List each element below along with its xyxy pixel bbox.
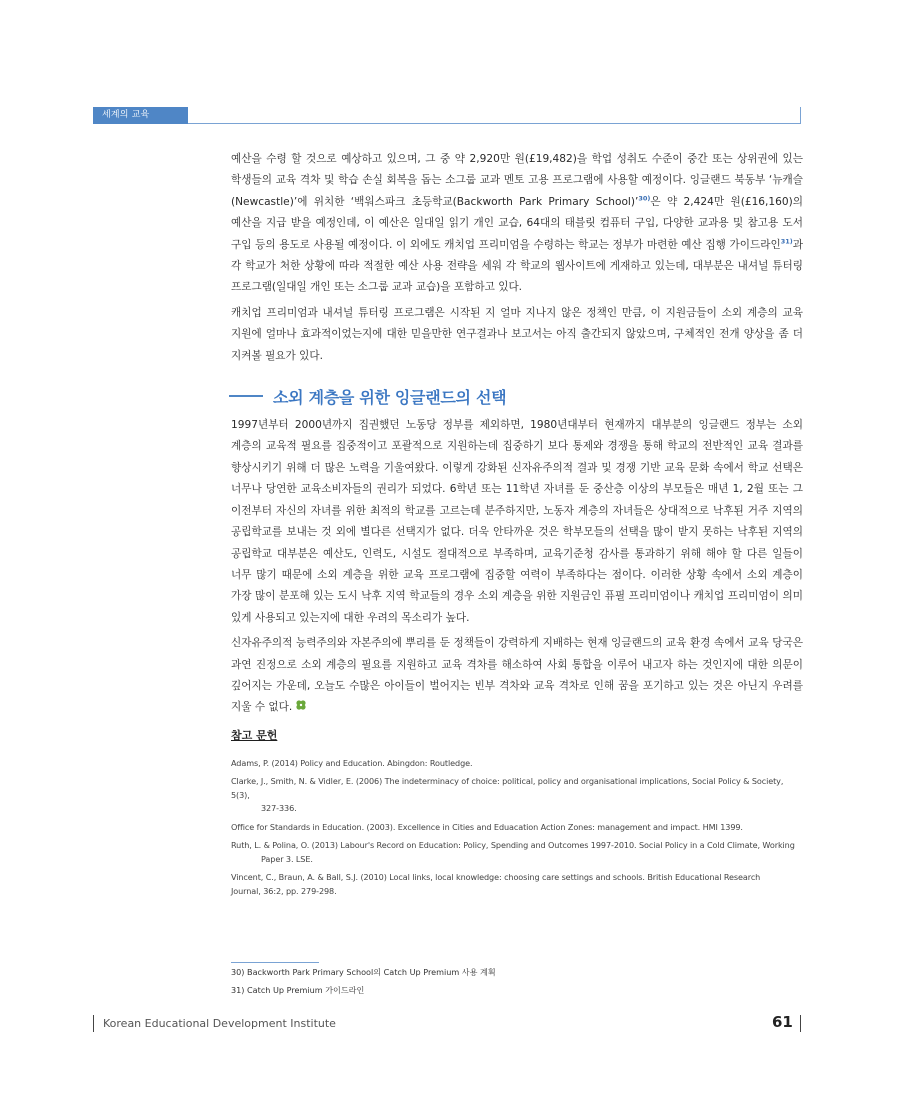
reference-line: Journal, 36:2, pp. 279-298. bbox=[231, 885, 337, 896]
reference-item: Adams, P. (2014) Policy and Education. Abingdon: Routledge. bbox=[231, 757, 473, 768]
reference-line: Clarke, J., Smith, N. & Vidler, E. (2006) The indeterminacy of choice: political, policy and organisational implications, Social Policy & Society, 5(3), bbox=[231, 776, 784, 800]
reference-line: Ruth, L. & Polina, O. (2013) Labour's Record on Education: Policy, Spending and Outcomes 1997-2010. Social Policy in a Cold Climate, Working bbox=[231, 840, 795, 851]
clover-icon bbox=[295, 699, 307, 711]
page-number: 61 bbox=[772, 1013, 793, 1031]
reference-line-indent: Paper 3. LSE. bbox=[261, 853, 313, 864]
paragraph-1-part-a: 예산을 수령 할 것으로 예상하고 있으며, 그 중 약 2,920만 원(£19,482)을 학업 성취도 수준이 중간 또는 상위권에 있는 학생들의 교육 격차 및 학습 손실 회복을 돕는 소그룹 교과 멘토 고용 프로그램에 사용할 예정이다. 잉글랜드 북동부 ‘뉴캐슬(Newcastle)’에 위치한 ‘백워스파크 초등학교(Backworth Park Primary School)’ bbox=[231, 153, 803, 208]
reference-item: Office for Standards in Education. (2003). Excellence in Cities and Eduacation Action Zones: management and impact. HMI 1399. bbox=[231, 821, 743, 832]
header-rule bbox=[188, 123, 800, 124]
paragraph-1 bbox=[231, 149, 803, 299]
footer-rule-right bbox=[800, 1015, 801, 1032]
footnote-30: 30) Backworth Park Primary School의 Catch Up Premium 사용 계획 bbox=[231, 967, 496, 977]
footer-rule-left bbox=[93, 1015, 94, 1032]
references-title: 참고 문헌 bbox=[231, 728, 278, 742]
paragraph-2: 캐치업 프리미엄과 내셔널 튜터링 프로그램은 시작된 지 얼마 지나지 않은 정책인 만큼, 이 지원금들이 소외 계층의 교육 지원에 얼마나 효과적이었는지에 대한 믿을만한 연구결과나 보고서는 아직 출간되지 않았으며, 구체적인 전개 양상을 좀 더 지켜볼 필요가 있다. bbox=[231, 306, 803, 362]
reference-item bbox=[231, 871, 803, 898]
section-heading-rule bbox=[229, 395, 263, 397]
paragraph-1-part-b: 은 약 2,424만 원(£16,160)의 예산을 지급 받을 예정인데, 이 예산은 일대일 읽기 개인 교습, 64대의 태블릿 컴퓨터 구입, 다양한 교과용 및 참고용 도서 구입 등의 용도로 사용될 예정이다. 이 외에도 캐치업 프리미엄을 수령하는 학교는 정부가 마련한 예산 집행 가이드라인 bbox=[231, 195, 803, 251]
paragraph-4-text: 신자유주의적 능력주의와 자본주의에 뿌리를 둔 정책들이 강력하게 지배하는 현재 잉글랜드의 교육 환경 속에서 교육 당국은 과연 진정으로 소외 계층의 필요를 지원하고 교육 격차를 해소하여 사회 통합을 이루어 내고자 하는 것인지에 대한 의문이 깊어지는 가운데, 오늘도 수많은 아이들이 벌어지는 빈부 격차와 교육 격차로 인해 꿈을 포기하고 있는 것은 아닌지 우려를 지울 수 없다. bbox=[231, 637, 803, 714]
paragraph-3: 1997년부터 2000년까지 집권했던 노동당 정부를 제외하면, 1980년대부터 현재까지 대부분의 잉글랜드 정부는 소외 계층의 교육적 필요를 집중적이고 포괄적으로 지원하는데 집중하기 보다 통제와 경쟁을 통해 학교의 전반적인 교육 결과를 향상시키기 위해 더 많은 노력을 기울여왔다. 이렇게 강화된 신자유주의적 결과 및 경쟁 기반 교육 문화 속에서 학교 선택은 너무나 당연한 교육소비자들의 권리가 되었다. 6학년 또는 11학년 자녀를 둔 중산층 이상의 부모들은 매년 1, 2월 또는 그 이전부터 자신의 자녀를 위한 최적의 학교를 고르는데 분주하지만, 노동자 계층의 자녀들은 상대적으로 낙후된 거주 지역의 공립학교를 보내는 것 외에 별다른 선택지가 없다. 더욱 안타까운 것은 학부모들의 선택을 많이 받지 못하는 낙후된 지역의 공립학교 대부분은 예산도, 인력도, 시설도 절대적으로 부족하며, 교육기준청 감사를 통과하기 위해 해야 할 다른 일들이 너무 많기 때문에 소외 계층을 위한 교육 프로그램에 집중할 여력이 부족하다는 점이다. 이러한 상황 속에서 소외 계층이 가장 많이 분포해 있는 도시 낙후 지역 학교들의 경우 소외 계층을 위한 지원금인 퓨필 프리미엄이나 캐치업 프리미엄이 의미 있게 사용되고 있는지에 대한 우려의 목소리가 높다. bbox=[231, 419, 803, 624]
paragraph-4 bbox=[231, 633, 803, 719]
header-rule-end bbox=[800, 107, 801, 124]
section-label-tab: 세계의 교육 bbox=[93, 107, 188, 124]
footnote-divider bbox=[231, 962, 319, 963]
reference-item bbox=[231, 775, 803, 816]
reference-line-indent: 327-336. bbox=[261, 803, 297, 814]
section-title: 소외 계층을 위한 잉글랜드의 선택 bbox=[273, 387, 507, 407]
reference-line: Vincent, C., Braun, A. & Ball, S.J. (2010) Local links, local knowledge: choosing care settings and schools. British Educational Research bbox=[231, 872, 761, 883]
footnote-ref-30[interactable]: 30) bbox=[638, 194, 651, 203]
reference-item bbox=[231, 839, 803, 866]
footer-institute: Korean Educational Development Institute bbox=[103, 1017, 336, 1030]
footnote-ref-31[interactable]: 31) bbox=[780, 237, 793, 246]
article-body bbox=[231, 149, 803, 903]
footnote-31: 31) Catch Up Premium 가이드라인 bbox=[231, 985, 365, 995]
paragraph-1-part-c: 과 각 학교가 처한 상황에 따라 적절한 예산 사용 전략을 세워 각 학교의 웹사이트에 게재하고 있는데, 대부분은 내셔널 튜터링 프로그램(일대일 개인 또는 소그룹 교과 교습)을 포함하고 있다. bbox=[231, 238, 803, 294]
section-heading bbox=[229, 383, 803, 409]
